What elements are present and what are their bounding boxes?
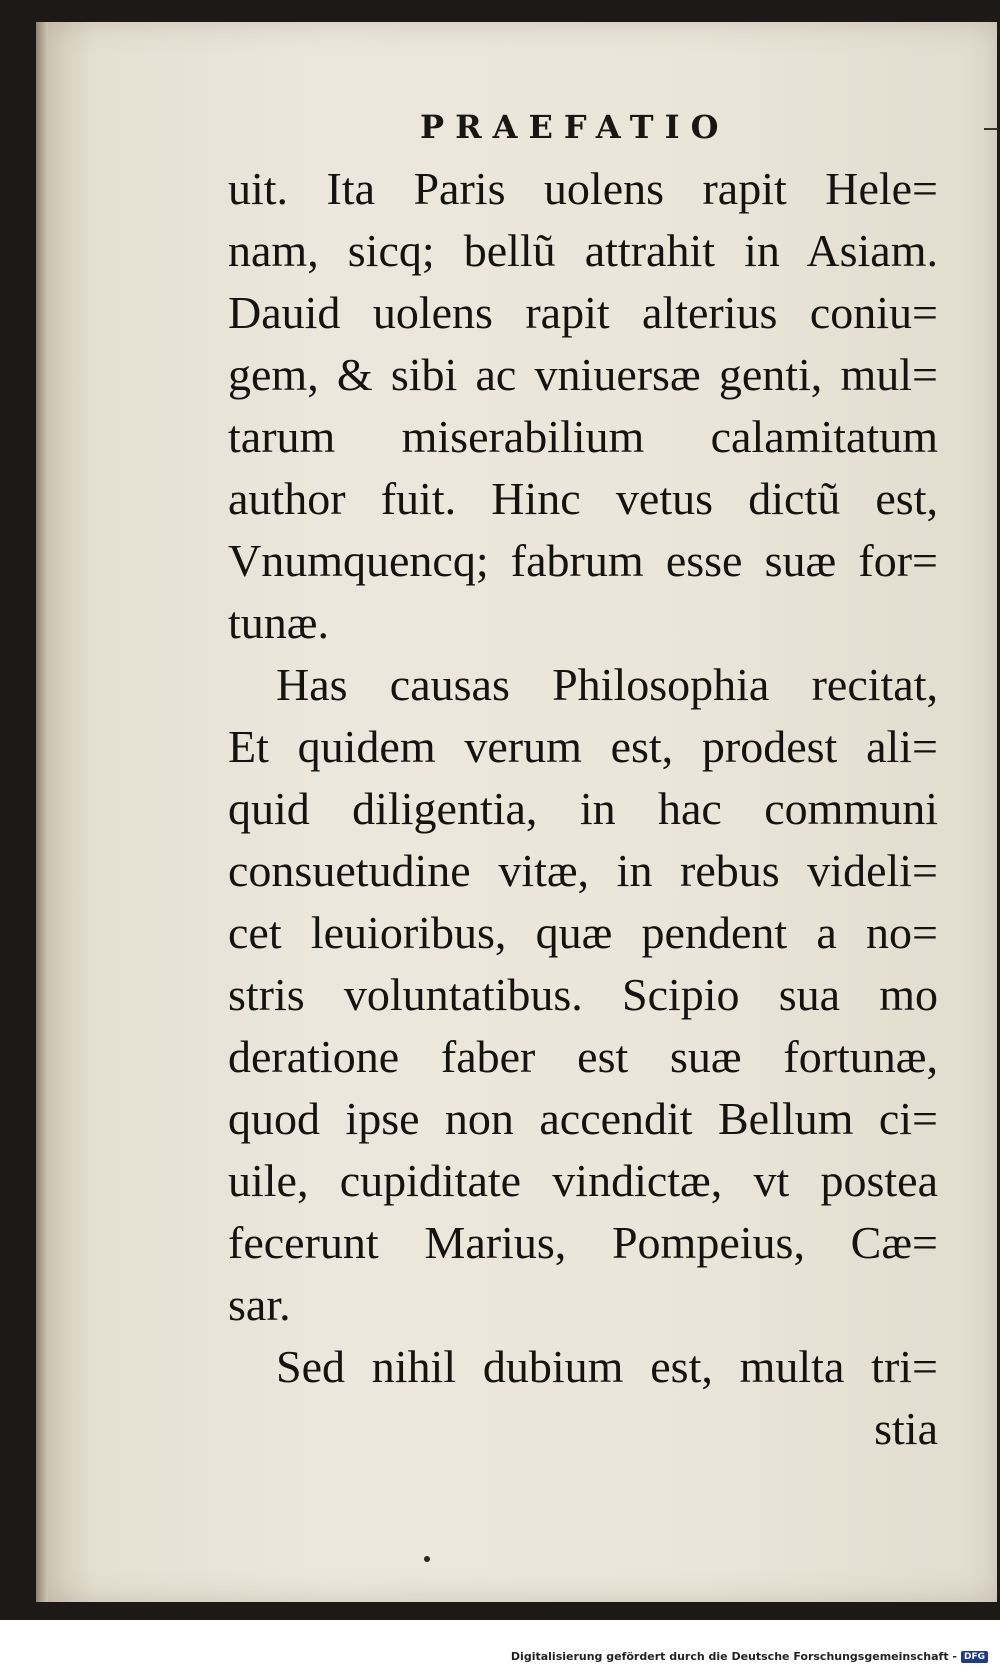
running-header: PRAEFATIO xyxy=(420,108,730,146)
text-line: deratione faber est suæ fortunæ, xyxy=(228,1031,938,1082)
text-line: Et quidem verum est, prodest ali= xyxy=(228,721,938,772)
credit-text: Digitalisierung gefördert durch die Deutsche Forschungsgemeinschaft - xyxy=(510,1650,957,1663)
text-line: Dauid uolens rapit alterius coniu= xyxy=(228,287,938,338)
text-line: nam, sicq; bellũ attrahit in Asiam. xyxy=(228,225,938,276)
paragraph-start-line: Has causas Philosophia recitat, xyxy=(276,659,938,710)
text-line: cet leuioribus, quæ pendent a no= xyxy=(228,907,938,958)
body-text xyxy=(228,158,938,1460)
catchword: stia xyxy=(874,1403,938,1454)
text-line: uit. Ita Paris uolens rapit Hele= xyxy=(228,163,938,214)
page-gutter xyxy=(36,22,48,1602)
text-line: quid diligentia, in hac communi xyxy=(228,783,938,834)
text-line: consuetudine vitæ, in rebus videli= xyxy=(228,845,938,896)
text-line: tarum miserabilium calamitatum xyxy=(228,411,938,462)
paragraph-start-line: Sed nihil dubium est, multa tri= xyxy=(276,1341,938,1392)
text-line: gem, & sibi ac vniuersæ genti, mul= xyxy=(228,349,938,400)
dfg-logo-icon: DFG xyxy=(961,1651,988,1663)
margin-mark xyxy=(984,128,998,130)
text-line: Vnumquencq; fabrum esse suæ for= xyxy=(228,535,938,586)
text-line: uile, cupiditate vindictæ, vt postea xyxy=(228,1155,938,1206)
text-line: tunæ. xyxy=(228,597,329,648)
text-line: sar. xyxy=(228,1279,291,1330)
signature-dot xyxy=(424,1556,430,1562)
text-line: stris voluntatibus. Scipio sua mo xyxy=(228,969,938,1020)
text-line: author fuit. Hinc vetus dictũ est, xyxy=(228,473,938,524)
text-line: fecerunt Marius, Pompeius, Cæ= xyxy=(228,1217,938,1268)
text-line: quod ipse non accendit Bellum ci= xyxy=(228,1093,938,1144)
digitization-credit xyxy=(511,1650,988,1663)
